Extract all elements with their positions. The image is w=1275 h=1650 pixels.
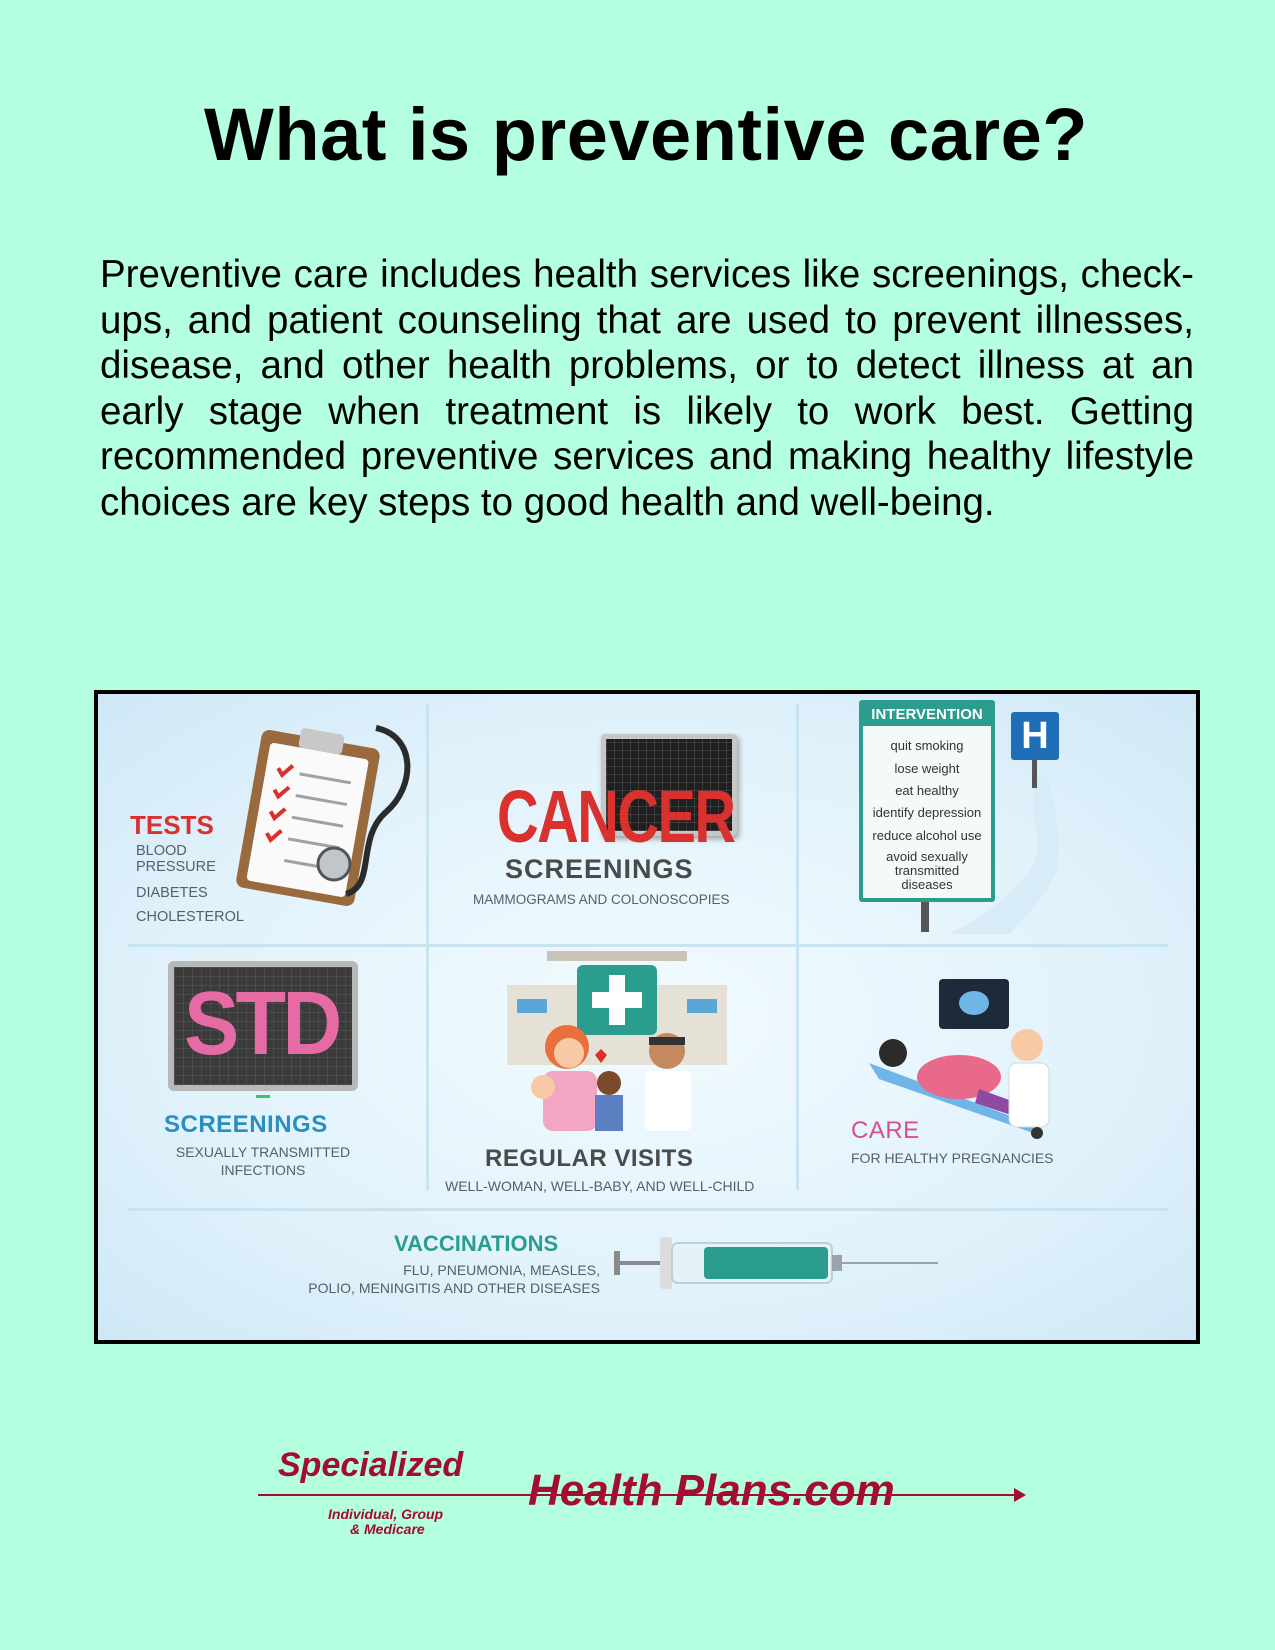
intervention-item-1: quit smoking — [890, 738, 964, 753]
intervention-heading: INTERVENTION — [863, 704, 991, 726]
tests-item-2: PRESSURE — [136, 859, 216, 875]
logo-brand-1: Specialized — [278, 1446, 464, 1484]
clinic-family-icon — [507, 951, 727, 1131]
tests-item-1: BLOOD — [136, 843, 187, 859]
logo-brand-2: Health Plans.com — [528, 1466, 895, 1515]
clipboard-stethoscope-icon — [226, 716, 426, 916]
vaccinations-heading: VACCINATIONS — [394, 1231, 559, 1256]
hospital-sign-post — [1032, 760, 1037, 788]
intervention-item-5: reduce alcohol use — [872, 828, 982, 843]
preventive-care-infographic — [94, 690, 1200, 1344]
std-sub-1: SEXUALLY TRANSMITTED — [175, 1144, 351, 1160]
vaccinations-row — [98, 1211, 1198, 1341]
intervention-item-4: identify depression — [872, 805, 982, 820]
care-heading: CARE — [851, 1117, 920, 1144]
visits-sub: WELL-WOMAN, WELL-BABY, AND WELL-CHILD — [445, 1178, 755, 1194]
intervention-item-2: lose weight — [894, 761, 960, 776]
visits-cell — [429, 947, 796, 1208]
hospital-sign-icon — [1011, 712, 1059, 760]
ultrasound-screen-icon — [939, 979, 1009, 1029]
care-cell — [799, 947, 1199, 1208]
std-heading: SCREENINGS — [164, 1111, 328, 1138]
tests-cell — [98, 694, 426, 944]
cancer-cell — [429, 694, 796, 944]
page-title: What is preventive care? — [204, 93, 1088, 176]
logo-tagline-2: & Medicare — [350, 1521, 425, 1537]
vaccinations-sub-2: POLIO, MENINGITIS AND OTHER DISEASES — [308, 1280, 600, 1296]
vaccinations-sub-1: FLU, PNEUMONIA, MEASLES, — [403, 1262, 600, 1278]
visits-heading: REGULAR VISITS — [485, 1145, 694, 1172]
std-word: STD — [184, 974, 339, 1074]
std-sub-2: INFECTIONS — [220, 1162, 306, 1178]
intervention-item-8: diseases — [901, 877, 953, 892]
intervention-sign — [859, 700, 995, 902]
tests-item-4: CHOLESTEROL — [136, 909, 244, 925]
std-monitor-icon — [168, 961, 358, 1091]
logo-arrow-icon — [1014, 1488, 1026, 1502]
tests-heading: TESTS — [130, 810, 214, 840]
logo-tagline-1: Individual, Group — [328, 1506, 444, 1522]
intro-paragraph: Preventive care includes health services like screenings, check-ups, and patient counseling that are used to prevent illnesses, disease, and other health problems, or to detect illness at an early stage when treatment is likely to work best. Getting recommended preventive services and making healthy lifestyle choices are key steps to good health and well-being. — [100, 253, 1194, 524]
intervention-item-6: avoid sexually — [886, 849, 968, 864]
intervention-item-7: transmitted — [894, 863, 960, 878]
company-logo — [256, 1444, 1036, 1544]
hospital-letter: H — [1021, 715, 1049, 757]
monitor-led — [256, 1095, 270, 1098]
cancer-heading: SCREENINGS — [505, 854, 694, 884]
care-sub: FOR HEALTHY PREGNANCIES — [851, 1150, 1054, 1166]
std-cell — [98, 947, 426, 1208]
cancer-word: CANCER — [497, 775, 735, 858]
tests-item-3: DIABETES — [136, 885, 208, 901]
intervention-cell — [799, 694, 1199, 944]
cancer-sub: MAMMOGRAMS AND COLONOSCOPIES — [473, 892, 730, 907]
syringe-icon — [608, 1221, 948, 1301]
intervention-item-3: eat healthy — [895, 783, 959, 798]
ultrasound-baby — [959, 991, 989, 1015]
sign-post — [921, 902, 929, 932]
